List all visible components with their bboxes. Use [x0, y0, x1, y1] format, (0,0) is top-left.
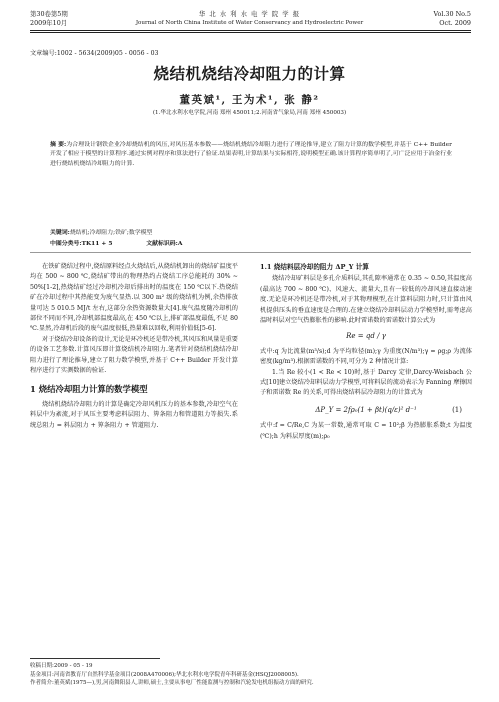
journal-date: 2009年10月 — [30, 19, 68, 27]
intro-paragraph-2: 对于烧结冷却设备的设计,无论是环冷机还是带冷机,其风压和风量是重要的设备工艺参数.计算风压即计算烧结机冷却阻力.笔者针对烧结机烧结冷却阻力进行了理论推导,建立了阻力数学模型,并基于 C++ Builder 开发计算程序进行了实测数据的验证. — [30, 335, 238, 375]
abstract-text: 为合理设计钢铁企业冷却烧结机的风压,对风压基本参数——烧结机烧结冷却阻力进行了理论推导,建立了阻力计算的数学模型,并基于 C++ Builder 开发了相应于模型的计算程序.通过实例对程序和算法进行了验证.结果表明,计算结果与实际相符,说明模型正确.该计算程序简单明了,可广泛应用于冶金行业进行烧结机烧结冷却阻力的计算. — [50, 142, 452, 167]
paper-authors: 董英斌¹, 王为术¹, 张 静² — [179, 94, 320, 106]
article-number: 文章编号:1002 - 5634(2009)05 - 0056 - 03 — [30, 50, 159, 57]
journal-date-en: Oct. 2009 — [439, 19, 471, 27]
equation-1-number: (1) — [452, 405, 462, 414]
footnotes — [30, 662, 471, 688]
section-1-heading: 1 烧结冷却阻力计算的数学模型 — [30, 384, 148, 395]
author-affiliations: (1.华北水利水电学院,河南 郑州 450011;2.河南省气象局,河南 郑州 450003) — [152, 110, 347, 116]
journal-name-en: Journal of North China Institute of Water Conservancy and Hydroelectric Power — [135, 20, 364, 26]
subsection-paragraph-4: 式中:f = C/Re,C 为某一常数,通常可取 C = 10²;β 为热膨胀系数;t 为温度(℃);h 为料层厚度(m);ρ₀ — [260, 422, 472, 440]
fund-info: 基金项目:河南省教育厅自然科学基金项目(2008A470006);华北水利水电学院青年科研基金(HSQJ2008005). — [30, 671, 299, 678]
paper-title: 烧结机烧结冷却阻力的计算 — [153, 64, 346, 83]
subsection-paragraph-1: 烧结冷却矿料层是多孔介质料层,其孔隙率通常在 0.35 ~ 0.50,其温度高(最高达 700 ~ 800 ℃)、风速大、流量大,且有一较低的冷却风速直接动速度.无论是环冷机还是带冷机,对于其物理模型,在计算料层阻力时,只计算由风机提供压头的垂直速度是合理的.在建立烧结冷却料层动力学模型时,需考虑高温时料层对空气热膨胀性的影响.此时雷诺数的雷诺数计算公式为 — [260, 275, 472, 325]
journal-vol-en: Vol.30 No.5 — [433, 10, 471, 18]
equation-reynolds: Re = qd / γ — [346, 332, 386, 341]
keywords-label: 关键词: — [50, 229, 70, 236]
footnote-rule — [30, 658, 160, 659]
section-1-paragraph: 烧结机烧结冷却阻力的计算是确定冷却风机压力的基本参数,冷却空气在料层中为紊流,对于风压主要考虑料层阻力、箅条阻力和管道阻力等损失.系统总阻力 = 料层阻力 + 箅条阻力 + 管道阻力. — [30, 400, 238, 429]
received-date: 收稿日期:2009 - 05 - 19 — [30, 663, 93, 669]
left-column — [30, 262, 238, 431]
abstract-divider — [30, 252, 471, 253]
journal-name: 华 北 水 利 水 电 学 院 学 报 — [198, 10, 301, 18]
intro-paragraph-1: 在铁矿烧结过程中,烧结原料经点火烧结后,从烧结机卸出的烧结矿温度平均在 500 ~ 800 ℃,烧结矿带出的物理热约占烧结工序总能耗的 30% ~ 50%[1-2],热烧结矿经过冷却机冷却后排出时的温度在 150 ℃以下.热烧结矿在冷却过程中其热能变为废气显热.以 300 m² 级的烧结机为例,余热排放量可达 5 010.5 MJ/t 左右,这部分余热资源数量大[4].废气温度随冷却机的部位不同而不同,冷却机部温度最高,在 450 ℃以上,排矿部温度最低,不足 80 ℃.显然,冷却机后段的废气温度很低,热量难以回收,利用价值低[5-6]. — [30, 263, 238, 333]
subsection-paragraph-3: 1.当 Re 较小(1 < Re < 10)时,基于 Darcy 定律,Darcy-Weisbach 公式[10]建立烧结冷却料层动力学模型,可将料层的流动表示为 Fanning 摩擦因子和雷诺数 Re 的关系,可得出烧结料层冷却阻力的计算式为 — [260, 368, 472, 397]
right-column — [260, 262, 472, 442]
classification-line — [50, 238, 182, 247]
header-rule — [30, 30, 471, 31]
subsection-paragraph-2: 式中:q 为比流量(m³/s);d 为平均粒径(m);γ 为重度(N/m³);γ = ρg;ρ 为流体密度(kg/m³).根据雷诺数的不同,可分为 2 种情况计算: — [260, 347, 472, 366]
header-rule-2 — [30, 32, 471, 33]
classification-code: 中图分类号:TK11 + 5 — [50, 240, 113, 247]
equation-1: ΔP_Y = 2fρ₀(1 + βt)(q/ε)² d⁻¹ — [315, 405, 417, 414]
keywords: 烧结机;冷却阻力;铁矿;数学模型 — [69, 230, 153, 236]
keywords-line — [50, 227, 152, 236]
equation-1-row — [260, 405, 472, 415]
document-code: 文献标识码:A — [146, 240, 183, 247]
subsection-1-1-heading: 1.1 烧结料层冷却的阻力 ΔP_Y 计算 — [260, 263, 369, 271]
abstract — [50, 140, 452, 169]
author-bio: 作者简介:董英斌(1975—),男,河南舞阳县人,讲师,硕士,主要从事电厂性能监测与控制和汽轮发电机组振动方面的研究. — [30, 680, 314, 687]
journal-volume: 第30卷第5期 — [30, 10, 68, 18]
abstract-label: 摘 要: — [50, 141, 67, 148]
